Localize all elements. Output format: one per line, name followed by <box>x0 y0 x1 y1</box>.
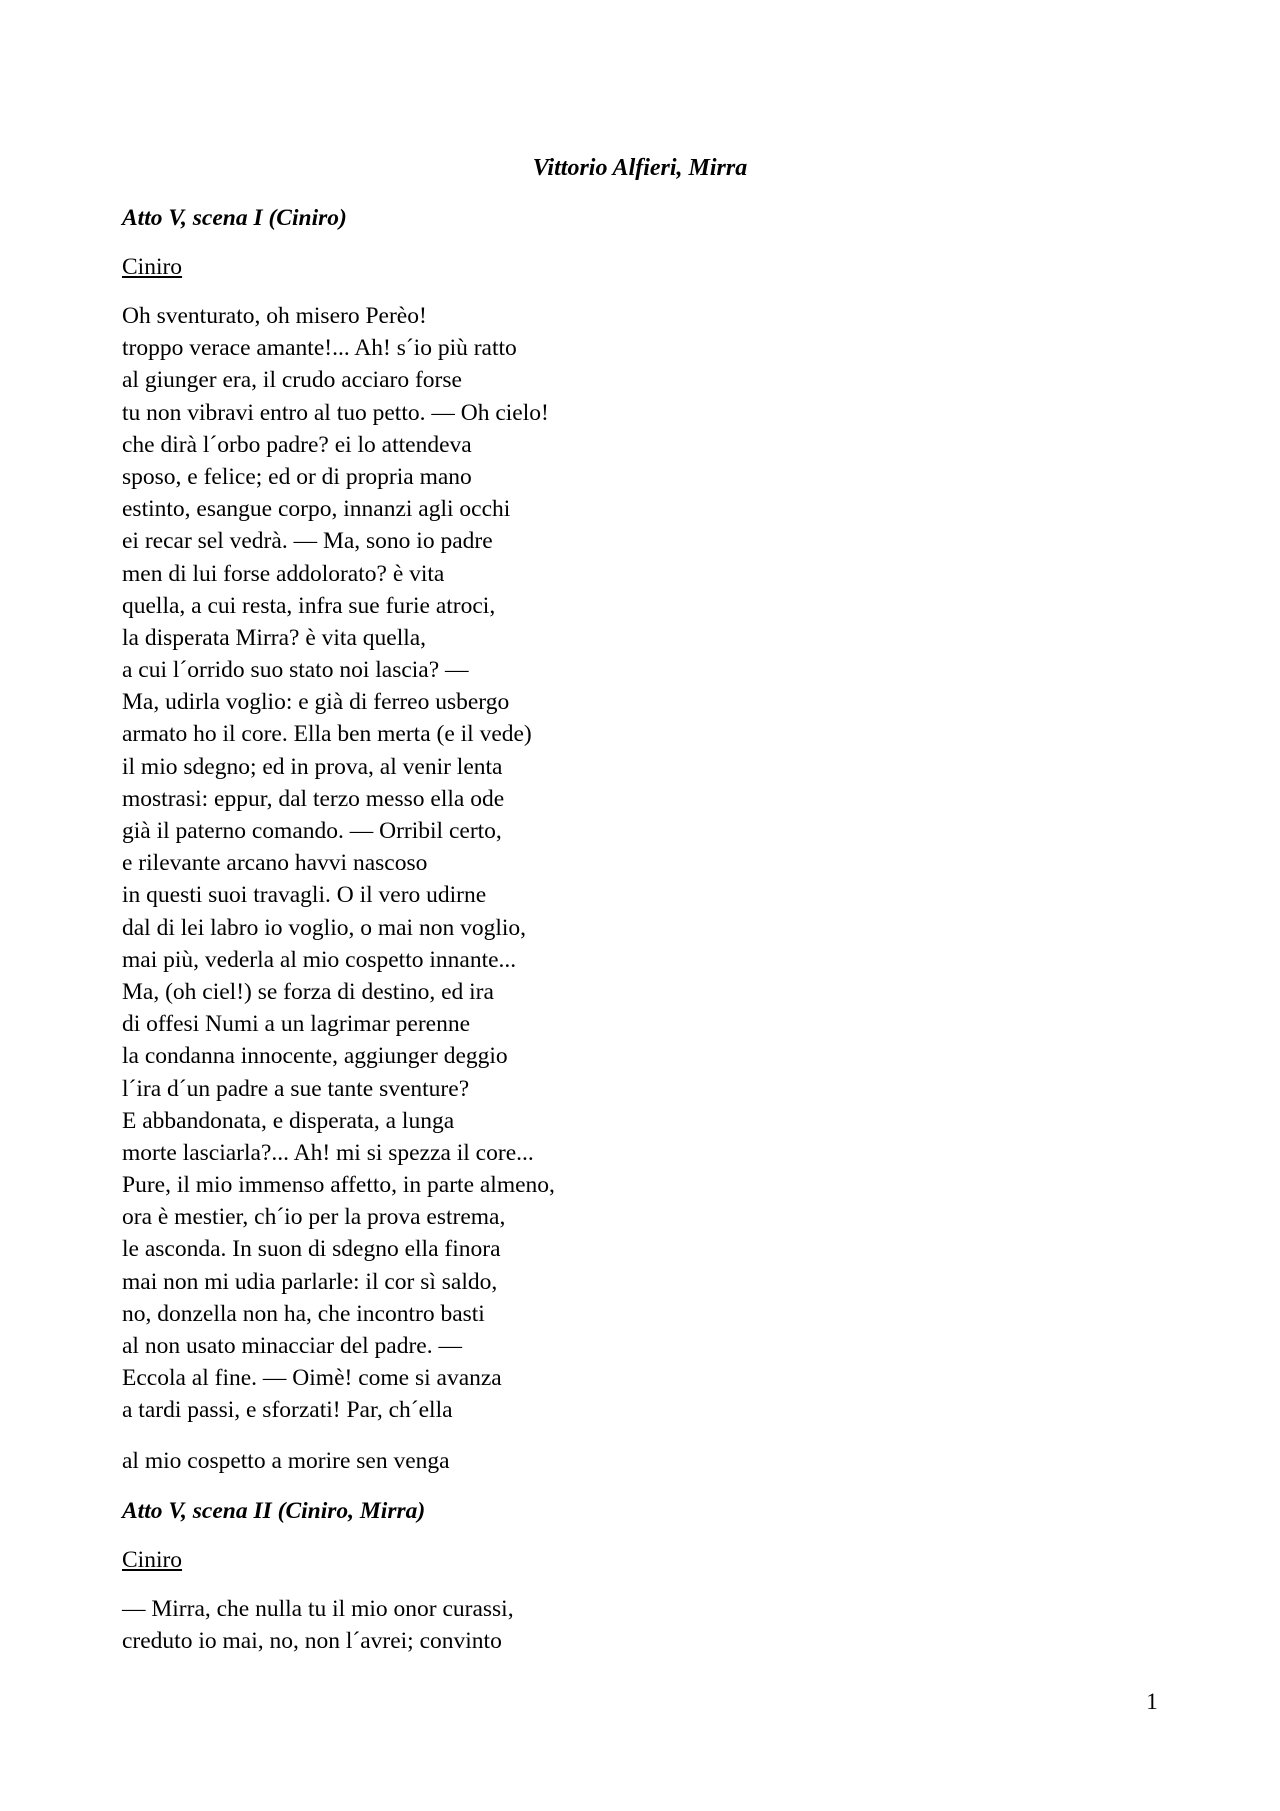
document-body <box>122 202 1152 1657</box>
verse-line: il mio sdegno; ed in prova, al venir lenta <box>122 753 503 780</box>
verse-line: E abbandonata, e disperata, a lunga <box>122 1107 455 1134</box>
speaker-name: Ciniro <box>122 1546 183 1573</box>
verse-line: creduto io mai, no, non l´avrei; convinto <box>122 1627 502 1654</box>
verse-line: Ma, udirla voglio: e già di ferreo usbergo <box>122 689 510 716</box>
verse-line: Pure, il mio immenso affetto, in parte almeno, <box>122 1172 555 1199</box>
section-atto-v-scena-i <box>122 202 1152 1477</box>
verse-line: — Mirra, che nulla tu il mio onor curassi, <box>122 1595 514 1622</box>
verse-line: a tardi passi, e sforzati! Par, ch´ella <box>122 1397 453 1424</box>
verse-line: la condanna innocente, aggiunger deggio <box>122 1043 508 1070</box>
verse-line: tu non vibravi entro al tuo petto. — Oh cielo! <box>122 399 549 426</box>
verse-line: armato ho il core. Ella ben merta (e il vede) <box>122 721 532 748</box>
verse-line: mai più, vederla al mio cospetto innante... <box>122 946 517 973</box>
verse-line: l´ira d´un padre a sue tante sventure? <box>122 1075 470 1102</box>
verse-line: e rilevante arcano havvi nascoso <box>122 850 428 877</box>
section-atto-v-scena-ii <box>122 1495 1152 1657</box>
verse-line: ora è mestier, ch´io per la prova estrema, <box>122 1204 506 1231</box>
verse-line: mai non mi udia parlarle: il cor sì saldo, <box>122 1268 498 1295</box>
section-heading: Atto V, scena II (Ciniro, Mirra) <box>122 1497 426 1524</box>
section-heading: Atto V, scena I (Ciniro) <box>122 205 347 231</box>
verse-line: men di lui forse addolorato? è vita <box>122 560 445 587</box>
verse-line-closing: al mio cospetto a morire sen venga <box>122 1447 450 1474</box>
verse-line: che dirà l´orbo padre? ei lo attendeva <box>122 431 472 458</box>
verse-line: dal di lei labro io voglio, o mai non voglio, <box>122 914 527 941</box>
verse-line: morte lasciarla?... Ah! mi si spezza il core... <box>122 1139 534 1166</box>
verse-line: no, donzella non ha, che incontro basti <box>122 1300 485 1327</box>
speaker-name: Ciniro <box>122 254 183 280</box>
verse-line: a cui l´orrido suo stato noi lascia? — <box>122 657 469 684</box>
verse-line: troppo verace amante!... Ah! s´io più ratto <box>122 335 517 362</box>
page-number: 1 <box>1146 1689 1158 1714</box>
document-title: Vittorio Alfieri, Mirra <box>532 155 748 181</box>
verse-line: Eccola al fine. — Oimè! come si avanza <box>122 1365 502 1392</box>
verse-line: Ma, (oh ciel!) se forza di destino, ed ira <box>122 978 494 1005</box>
verse-line: quella, a cui resta, infra sue furie atroci, <box>122 592 496 619</box>
verse-line: le asconda. In suon di sdegno ella finora <box>122 1236 501 1263</box>
verse-line: di offesi Numi a un lagrimar perenne <box>122 1011 471 1038</box>
verse-line: al giunger era, il crudo acciaro forse <box>122 367 462 394</box>
verse-line: già il paterno comando. — Orribil certo, <box>122 818 502 844</box>
verse-stanza <box>122 1593 1152 1657</box>
verse-line: Oh sventurato, oh misero Perèo! <box>122 303 427 329</box>
verse-line: sposo, e felice; ed or di propria mano <box>122 463 472 490</box>
verse-line: ei recar sel vedrà. — Ma, sono io padre <box>122 528 493 555</box>
verse-line: in questi suoi travagli. O il vero udirne <box>122 882 487 909</box>
verse-stanza <box>122 300 1152 1427</box>
verse-line: mostrasi: eppur, dal terzo messo ella ode <box>122 785 505 812</box>
verse-line: estinto, esangue corpo, innanzi agli occhi <box>122 496 511 523</box>
verse-line: la disperata Mirra? è vita quella, <box>122 624 427 651</box>
verse-line: al non usato minacciar del padre. — <box>122 1333 462 1359</box>
